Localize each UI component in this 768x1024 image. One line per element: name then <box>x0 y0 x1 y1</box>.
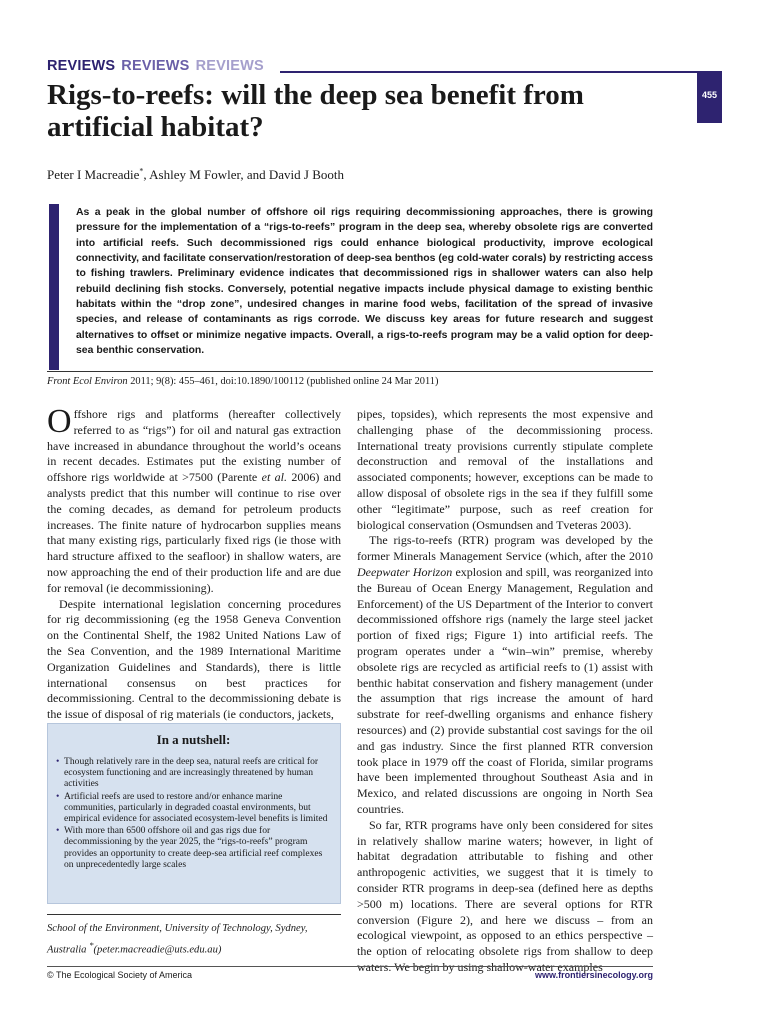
corresponding-author-mark: * <box>139 166 144 176</box>
affiliation-text: School of the Environment, University of Technology, Sydney, Australia <box>47 923 308 956</box>
bullet-icon: • <box>56 756 60 767</box>
nutshell-item-text: Though relatively rare in the deep sea, natural reefs are critical for ecosystem functioning and are increasingly threatened by human activities <box>64 756 319 790</box>
body-column-right <box>357 407 653 976</box>
header-rule <box>280 71 697 73</box>
author-rest: , Ashley M Fowler, and David J Booth <box>143 167 345 182</box>
abstract: As a peak in the global number of offshore oil rigs requiring decommissioning approaches, there is growing pressure for the implementation of a “rigs-to-reefs” program in the deep sea, whereby obsolete rigs are converted into artificial reefs. Such decommissioned rigs could enhance biological productivity, improve ecological connectivity, and facilitate conservation/restoration of deep-sea benthos (eg cold-water corals) by restricting access to fishing trawlers. Preliminary evidence indicates that decommissioned rigs in shallower waters can also help rebuild declining fish stocks. Conversely, potential negative impacts include physical damage to existing benthic habitats within the “drop zone”, undesired changes in marine food webs, facilitation of the spread of invasive species, and release of contaminants as rigs corrode. We discuss key areas for future research and suggest alternatives to offset or minimize negative impacts. Overall, a rigs-to-reefs program may be a valid option for deep-sea benthic conservation. <box>76 207 653 357</box>
body-column-left <box>47 403 342 723</box>
section-label-reviews: REVIEWS <box>47 58 116 74</box>
citation-journal: Front Ecol Environ <box>47 376 128 387</box>
nutshell-list <box>56 756 331 870</box>
section-header <box>47 58 264 74</box>
body-text: 2006) and analysts predict that this number will continue to rise over the coming decades, as demand for petroleum products increases. The finite nature of hydrocarbon supplies means that many existing rigs, particularly fixed rigs (ie those with hard structure affixed to the seafloor) in shallow waters, are now approaching the end of their production life and are due for removal (ie decommissioning). <box>47 470 342 595</box>
body-text-italic: et al. <box>261 470 287 485</box>
bullet-icon: • <box>56 790 60 802</box>
citation-details: 2011; 9(8): 455–461, doi:10.1890/100112 (published online 24 Mar 2011) <box>127 376 439 387</box>
page-number: 455 <box>701 90 718 100</box>
author-email: (peter.macreadie@uts.edu.au) <box>93 944 222 956</box>
nutshell-item <box>56 756 331 790</box>
nutshell-item-text: With more than 6500 offshore oil and gas rigs due for decommissioning by the year 2025, the “rigs-to-reefs” program provides an opportunity to create deep-sea artificial reef complexes on unprecedentedly large scales <box>64 825 323 870</box>
article-title: Rigs-to-reefs: will the deep sea benefit from artificial habitat? <box>47 79 584 143</box>
nutshell-item <box>56 791 331 825</box>
affiliation-mark: * <box>89 940 94 950</box>
author-first: Peter I Macreadie <box>47 167 140 182</box>
body-text-italic: Deepwater Horizon <box>357 564 453 579</box>
bullet-icon: • <box>56 825 60 837</box>
footer-copyright: © The Ecological Society of America <box>47 970 193 980</box>
footer-rule <box>47 966 653 967</box>
footer-website: www.frontiersinecology.org <box>534 970 653 980</box>
body-text: ffshore rigs and platforms (hereafter collectively referred to as “rigs”) for oil and natural gas extraction have increased in abundance throughout the world’s oceans in recent decades. Estimates put the existing number of offshore rigs worldwide at >7500 (Parente <box>47 407 341 485</box>
affiliation-rule <box>47 914 341 915</box>
body-paragraph: So far, RTR programs have only been considered for sites in relatively shallow marine waters; however, in light of habitat degradation attributable to fishing and other anthropogenic activities, we suggest that it is timely to consider RTR programs in deep-sea (defined here as depths >500 m) locations. There are several options for RTR conversion (Figure 2), and here we discuss – from an ecological viewpoint, as opposed to an ethics perspective – the option of relocating obsolete rigs from shallow to deep <box>357 817 653 959</box>
nutshell-title: In a nutshell: <box>156 732 231 747</box>
nutshell-box <box>47 723 341 904</box>
abstract-rule <box>47 371 653 372</box>
citation <box>47 376 438 387</box>
nutshell-item-text: Artificial reefs are used to restore and/or enhance marine communities, particularly in degraded coastal environments, but empirical evidence for associated ecosystem-level benefits is limited <box>64 790 328 825</box>
section-label-reviews-mid: REVIEWS <box>121 58 190 74</box>
section-label-reviews-light: REVIEWS <box>195 58 264 74</box>
abstract-accent-bar <box>49 204 59 370</box>
drop-cap: O <box>47 403 72 440</box>
body-paragraph <box>47 403 342 597</box>
author-list <box>47 167 344 183</box>
nutshell-item <box>56 825 331 870</box>
body-paragraph <box>357 533 653 817</box>
body-paragraph: pipes, topsides), which represents the most expensive and challenging phase of the decommissioning process. International treaty provisions currently stipulate complete deconstruction and removal of the installations and associated components; however, exceptions can be made to allow disposal of obsolete rigs in the sea if they fulfill some other “legitimate” purpose, such as reef creation for biological conservation (Osmundsen and Tveteras 2003). <box>357 407 653 532</box>
body-paragraph: Despite international legislation concerning procedures for rig decommissioning (eg the 1958 Geneva Convention on the Continental Shelf, the 1982 United Nations Law of the Sea Convention, and the 1989 International Maritime Organization Guidelines and Standards), there is little international consensus on best practices for decommissioning. Central to the decommissioning debate is the issue of disposal of rig materials (ie conductors, jackets, <box>47 596 341 722</box>
affiliation <box>47 921 341 959</box>
body-text: The rigs-to-reefs (RTR) program was developed by the former Minerals Management Service (which, after the 2010 <box>357 533 653 564</box>
body-text: explosion and spill, was reorganized into the Bureau of Ocean Energy Management, Regulation and Enforcement) of the US Department of the Interior to convert decommissioned offshore rigs (namely the large steel jacket portion of fixed rigs; Figure 1) into artificial reefs. The program operates under a “win–win” premise, whereby obsolete rigs are recycled as artificial reefs to (1) assist with benthic habitat conservation and fishery management (under the assumption that rigs increase the amount of hard substrate for reef-dwelling organisms and enhance fishery resources) and (2) provide substantial cost savings for the oil and gas industry. Since the first planned RTR conversion took place in 1979 off the coast of Florida, similar programs have been implemented throughout Southeast Asia and in Mexico, and related discussions are ongoing in North Sea countries. <box>357 564 654 816</box>
